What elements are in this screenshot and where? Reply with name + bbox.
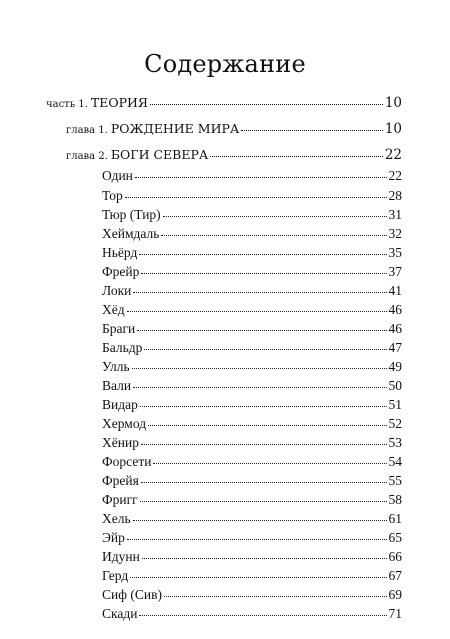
toc-page-number: 69 — [388, 587, 402, 602]
toc-item-label: Эйр — [102, 530, 125, 545]
toc-item-label: Идунн — [102, 549, 140, 564]
toc-item-label: Фрейя — [102, 473, 139, 488]
toc-page-number: 47 — [388, 340, 402, 355]
toc-page-number: 46 — [388, 321, 402, 336]
dot-leader — [140, 490, 387, 504]
dot-leader — [148, 414, 386, 428]
dot-leader — [127, 528, 387, 542]
toc-page-number: 58 — [388, 492, 402, 507]
toc-item-entry — [102, 376, 402, 396]
toc-page-number: 10 — [384, 95, 402, 111]
dot-leader — [241, 119, 382, 133]
toc-item-entry — [102, 338, 402, 358]
toc-page-number: 10 — [384, 121, 402, 137]
toc-item-label: Герд — [102, 568, 129, 583]
toc-item-entry — [102, 166, 402, 186]
toc-item-entry — [102, 452, 402, 472]
dot-leader — [125, 186, 387, 200]
toc-page-number: 28 — [388, 188, 402, 203]
toc-chapter-prefix: глава 1. — [66, 125, 108, 136]
toc-item-label: Улль — [102, 359, 130, 374]
toc-chapter-title: БОГИ СЕВЕРА — [110, 147, 209, 162]
dot-leader — [133, 281, 386, 295]
toc-page-number: 50 — [388, 378, 402, 393]
toc-item-entry — [102, 300, 402, 320]
dot-leader — [163, 205, 387, 219]
dot-leader — [139, 604, 386, 618]
toc-item-entry — [102, 528, 402, 548]
dot-leader — [141, 471, 387, 485]
toc-page-number: 46 — [388, 302, 402, 317]
toc-page-number: 54 — [388, 454, 402, 469]
dot-leader — [142, 547, 387, 561]
toc-part-title: ТЕОРИЯ — [90, 95, 148, 110]
toc-item-label: Браги — [102, 321, 136, 336]
toc-chapter-prefix: глава 2. — [66, 151, 108, 162]
toc-chapter-label-group — [66, 119, 239, 141]
toc-page-number: 61 — [388, 511, 402, 526]
dot-leader — [139, 243, 386, 257]
toc-item-label: Фригг — [102, 492, 138, 507]
dot-leader — [161, 224, 386, 238]
dot-leader — [150, 93, 383, 107]
dot-leader — [133, 376, 386, 390]
toc-page-number: 22 — [388, 168, 402, 183]
dot-leader — [132, 357, 387, 371]
dot-leader — [153, 452, 386, 466]
toc-chapter-title: РОЖДЕНИЕ МИРА — [110, 121, 240, 136]
toc-item-label: Форсети — [102, 454, 152, 469]
toc-item-label: Хёд — [102, 302, 125, 317]
page-title: Содержание — [144, 50, 306, 78]
toc-page-number: 67 — [388, 568, 402, 583]
toc-page-number: 32 — [388, 226, 402, 241]
toc-item-label: Хёнир — [102, 435, 139, 450]
toc-item-entry — [102, 357, 402, 377]
toc-chapter-label-group — [66, 145, 208, 167]
toc-item-label: Скади — [102, 606, 138, 621]
toc-item-entry — [102, 490, 402, 510]
dot-leader — [164, 585, 387, 599]
toc-item-entry — [102, 547, 402, 567]
toc-item-entry — [102, 604, 402, 624]
toc-page-number: 71 — [388, 606, 402, 621]
toc-item-entry — [102, 395, 402, 415]
toc-item-entry — [102, 414, 402, 434]
dot-leader — [135, 166, 387, 180]
dot-leader — [133, 509, 387, 523]
toc-item-entry — [102, 262, 402, 282]
toc-page-number: 66 — [388, 549, 402, 564]
toc-item-label: Хель — [102, 511, 131, 526]
toc-item-label: Сиф (Сив) — [102, 587, 162, 602]
toc-page-number: 51 — [388, 397, 402, 412]
toc-item-label: Тор — [102, 188, 123, 203]
toc-item-label: Локи — [102, 283, 132, 298]
dot-leader — [210, 145, 382, 159]
toc-item-entry — [102, 186, 402, 206]
dot-leader — [137, 319, 386, 333]
toc-item-entry — [102, 319, 402, 339]
toc-page-number: 55 — [388, 473, 402, 488]
toc-item-label: Бальдр — [102, 340, 143, 355]
toc-item-label: Фрейр — [102, 264, 140, 279]
toc-chapter-entry — [66, 119, 402, 139]
toc-item-label: Вали — [102, 378, 132, 393]
dot-leader — [127, 300, 387, 314]
dot-leader — [144, 338, 386, 352]
dot-leader — [141, 262, 386, 276]
toc-chapter-entry — [66, 145, 402, 165]
toc-page-number: 31 — [388, 207, 402, 222]
toc-item-entry — [102, 566, 402, 586]
dot-leader — [141, 433, 387, 447]
toc-page-number: 37 — [388, 264, 402, 279]
toc-page-number: 52 — [388, 416, 402, 431]
dot-leader — [130, 566, 386, 580]
toc-item-entry — [102, 471, 402, 491]
toc-item-entry — [102, 509, 402, 529]
toc-page-number: 49 — [388, 359, 402, 374]
toc-item-label: Хермод — [102, 416, 147, 431]
toc-item-label: Видар — [102, 397, 138, 412]
toc-item-label: Ньёрд — [102, 245, 138, 260]
toc-item-label: Хеймдаль — [102, 226, 160, 241]
toc-part-entry — [46, 93, 402, 113]
toc-item-entry — [102, 585, 402, 605]
toc-page-number: 35 — [388, 245, 402, 260]
dot-leader — [140, 395, 387, 409]
toc-item-label: Один — [102, 168, 133, 183]
toc-page-number: 22 — [384, 147, 402, 163]
toc-item-label: Тюр (Тир) — [102, 207, 161, 222]
toc-part-label-group — [46, 93, 148, 115]
toc-item-entry — [102, 433, 402, 453]
toc-item-entry — [102, 281, 402, 301]
toc-item-entry — [102, 224, 402, 244]
toc-page-number: 41 — [388, 283, 402, 298]
toc-part-prefix: часть 1. — [46, 99, 88, 110]
toc-item-entry — [102, 205, 402, 225]
toc-page-number: 53 — [388, 435, 402, 450]
toc-page-number: 65 — [388, 530, 402, 545]
toc-item-entry — [102, 243, 402, 263]
